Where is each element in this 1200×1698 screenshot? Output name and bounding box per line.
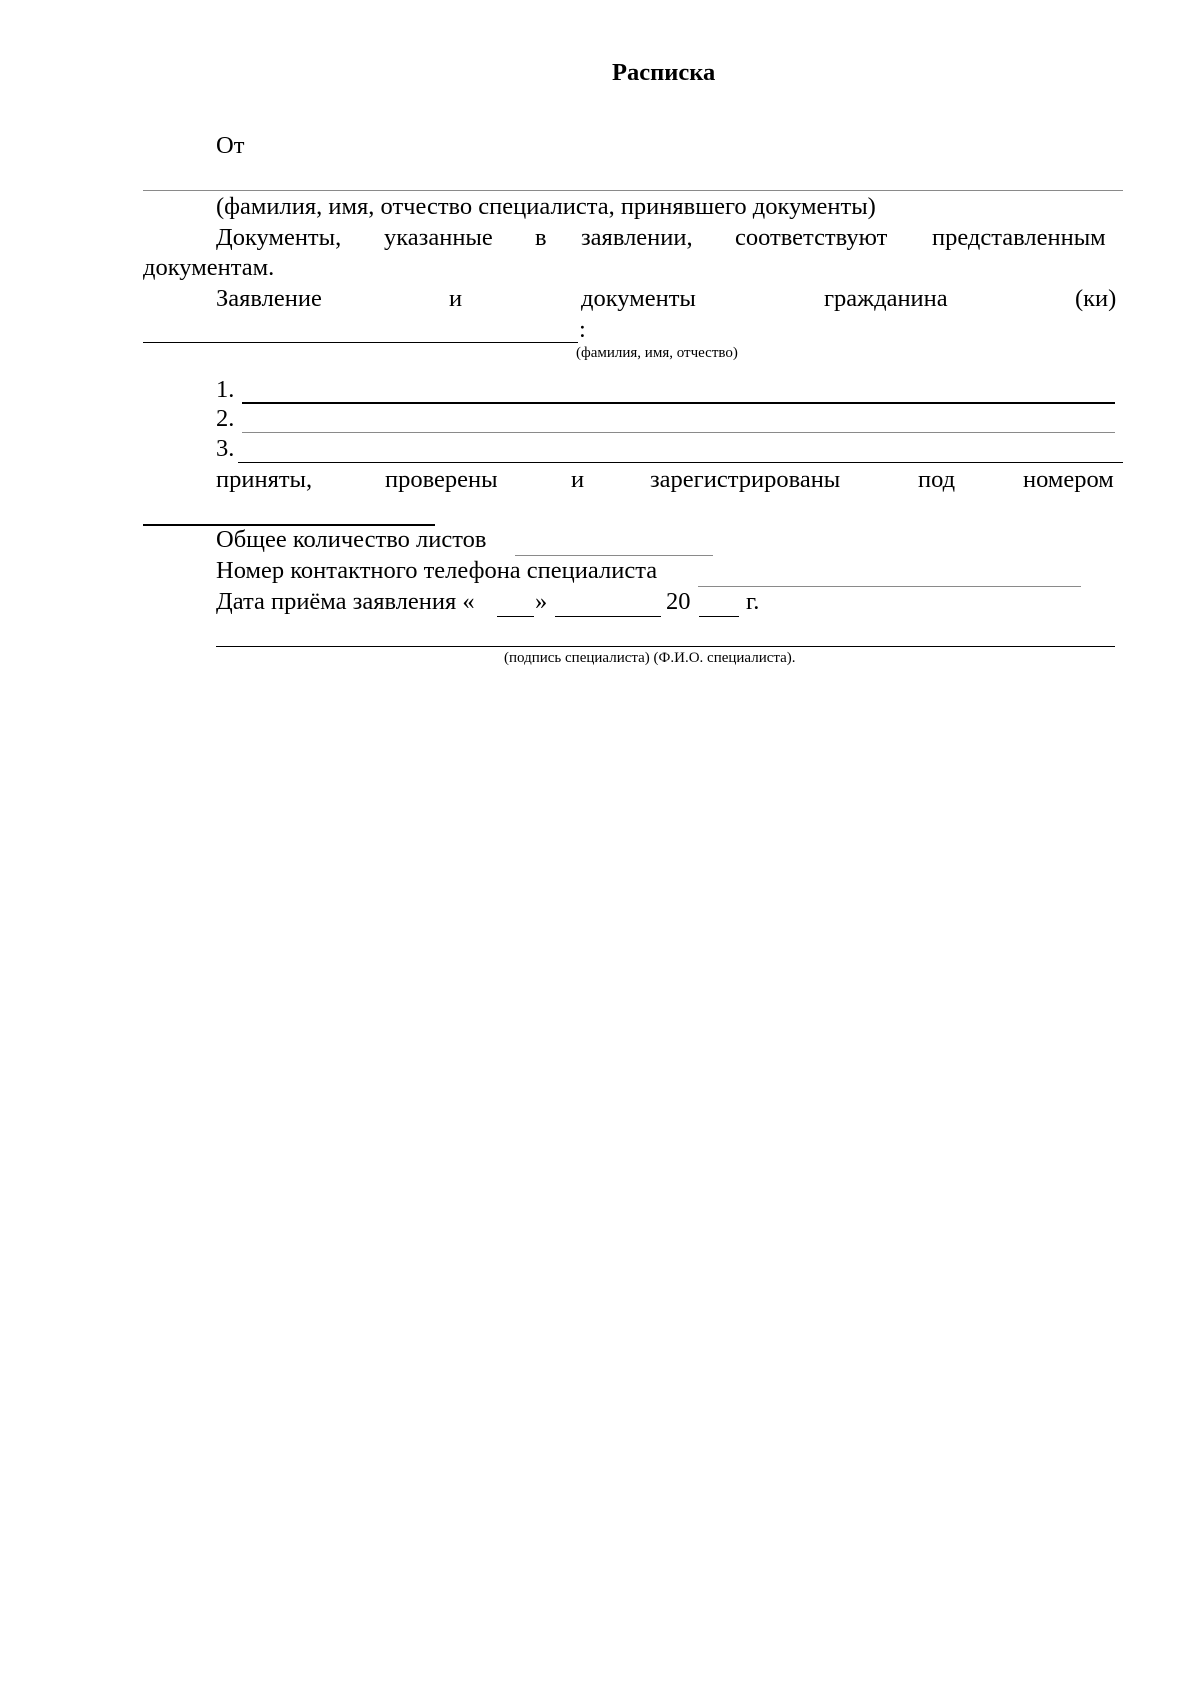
- item-2-blank-line: [242, 432, 1115, 433]
- sheets-blank-line: [515, 555, 713, 556]
- date-prefix: Дата приёма заявления «: [216, 588, 475, 615]
- date-year-prefix: 20: [666, 588, 691, 615]
- accepted-word: под: [918, 466, 956, 493]
- phone-blank-line: [698, 586, 1081, 587]
- docs-continuation: документам.: [143, 254, 275, 281]
- date-day-blank-line: [497, 616, 534, 617]
- from-label: От: [216, 132, 245, 159]
- date-year-suffix: г.: [746, 588, 760, 615]
- docs-word: представленным: [932, 224, 1106, 251]
- accepted-word: проверены: [385, 466, 498, 493]
- accepted-word: номером: [1023, 466, 1114, 493]
- date-year-blank-line: [699, 616, 739, 617]
- item-number: 2.: [216, 405, 235, 432]
- accepted-word: и: [571, 466, 585, 493]
- docs-word: указанные: [384, 224, 493, 251]
- application-colon: :: [579, 316, 586, 343]
- document-title: Расписка: [612, 59, 716, 86]
- citizen-name-blank-line: [143, 342, 578, 343]
- application-word: Заявление: [216, 285, 322, 312]
- citizen-caption: (фамилия, имя, отчество): [576, 345, 738, 361]
- docs-word: в: [535, 224, 547, 251]
- date-quote-close: »: [535, 588, 548, 615]
- docs-word: Документы,: [216, 224, 342, 251]
- item-1-blank-line: [242, 402, 1115, 404]
- phone-label: Номер контактного телефона специалиста: [216, 557, 658, 584]
- accepted-word: приняты,: [216, 466, 313, 493]
- date-month-blank-line: [555, 616, 661, 617]
- application-word: гражданина: [824, 285, 948, 312]
- accepted-word: зарегистрированы: [650, 466, 841, 493]
- specialist-caption: (фамилия, имя, отчество специалиста, принявшего документы): [216, 193, 876, 220]
- item-3-blank-line: [238, 462, 1123, 463]
- docs-word: соответствуют: [735, 224, 888, 251]
- application-word: (ки): [1075, 285, 1117, 312]
- application-word: документы: [581, 285, 696, 312]
- application-word: и: [449, 285, 463, 312]
- item-number: 1.: [216, 376, 235, 403]
- from-blank-line: [143, 190, 1123, 191]
- docs-word: заявлении,: [581, 224, 693, 251]
- signature-blank-line: [216, 646, 1115, 647]
- item-number: 3.: [216, 435, 235, 462]
- signature-caption: (подпись специалиста) (Ф.И.О. специалиста).: [504, 650, 796, 666]
- sheets-label: Общее количество листов: [216, 526, 487, 553]
